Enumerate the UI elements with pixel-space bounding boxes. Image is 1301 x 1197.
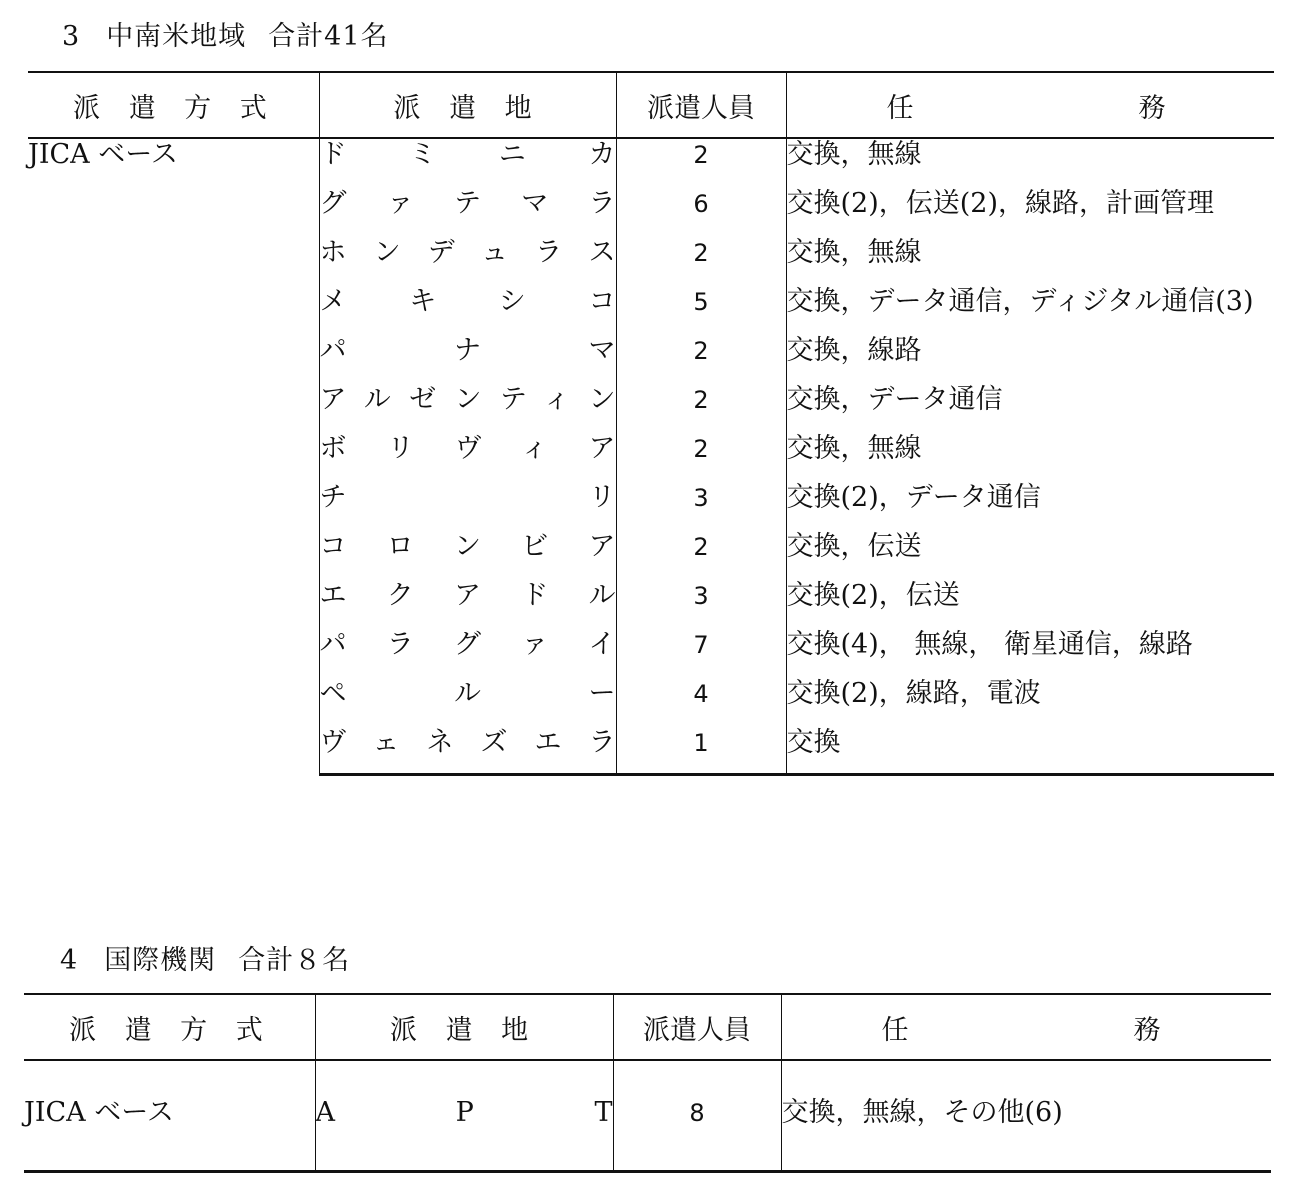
section4-region: 国際機関 — [104, 945, 217, 976]
header-duty: 任 務 — [786, 72, 1274, 138]
section4-number: 4 — [60, 945, 79, 976]
place-cell: アルゼンティン — [319, 367, 616, 416]
place-cell: ペルー — [319, 661, 616, 710]
place-cell: メキシコ — [319, 269, 616, 318]
people-cell: 7 — [616, 612, 786, 661]
header-method: 派 遣 方 式 — [28, 72, 319, 138]
header-method: 派 遣 方 式 — [24, 994, 315, 1060]
place-cell: チリ — [319, 465, 616, 514]
people-cell: 8 — [613, 1060, 781, 1172]
place-cell: パナマ — [319, 318, 616, 367]
people-cell: 2 — [616, 416, 786, 465]
place-cell: ボリヴィア — [319, 416, 616, 465]
people-cell: 6 — [616, 171, 786, 220]
people-cell: 3 — [616, 563, 786, 612]
duty-cell: 交換(2)，データ通信 — [786, 465, 1274, 514]
duty-cell: 交換，データ通信 — [786, 367, 1274, 416]
place-cell: ヴェネズエラ — [319, 710, 616, 775]
duty-cell: 交換，無線 — [786, 416, 1274, 465]
place-cell: コロンビア — [319, 514, 616, 563]
place-cell: ホンデュラス — [319, 220, 616, 269]
people-cell: 2 — [616, 514, 786, 563]
place-cell: パラグァイ — [319, 612, 616, 661]
section3-table — [28, 71, 1274, 776]
people-cell: 3 — [616, 465, 786, 514]
duty-cell: 交換(2)，線路，電波 — [786, 661, 1274, 710]
place-cell: ドミニカ — [319, 139, 616, 170]
section4-table — [24, 993, 1271, 1173]
header-place: 派 遣 地 — [319, 72, 616, 138]
duty-cell: 交換(2)，伝送(2)，線路，計画管理 — [786, 171, 1274, 220]
section3-number: 3 — [62, 21, 81, 52]
people-cell: 4 — [616, 661, 786, 710]
duty-cell: 交換，無線 — [786, 220, 1274, 269]
duty-cell: 交換，線路 — [786, 318, 1274, 367]
people-cell: 5 — [616, 269, 786, 318]
duty-cell: 交換，伝送 — [786, 514, 1274, 563]
section4-total: 合計８名 — [238, 945, 351, 976]
header-people: 派遣人員 — [613, 994, 781, 1060]
duty-cell: 交換 — [786, 710, 1274, 775]
header-people: 派遣人員 — [616, 72, 786, 138]
method-cell: JICA ベース — [24, 1060, 315, 1172]
method-cell: JICA ベース — [28, 139, 178, 170]
header-duty: 任 務 — [781, 994, 1271, 1060]
duty-cell: 交換，無線 — [786, 138, 1274, 171]
header-place: 派 遣 地 — [315, 994, 613, 1060]
duty-cell: 交換，無線，その他(6) — [781, 1060, 1271, 1172]
duty-cell: 交換(4)， 無線， 衛星通信，線路 — [786, 612, 1274, 661]
people-cell: 2 — [616, 138, 786, 171]
place-cell: A P T — [315, 1060, 613, 1172]
section4-title — [60, 938, 350, 977]
people-cell: 2 — [616, 318, 786, 367]
people-cell: 2 — [616, 220, 786, 269]
people-cell: 1 — [616, 710, 786, 775]
place-cell: エクアドル — [319, 563, 616, 612]
place-cell: グァテマラ — [319, 171, 616, 220]
duty-cell: 交換，データ通信，ディジタル通信(3) — [786, 269, 1274, 318]
section3-region: 中南米地域 — [106, 21, 247, 52]
table-row — [24, 1060, 1271, 1172]
section3-total: 合計41名 — [268, 21, 389, 52]
people-cell: 2 — [616, 367, 786, 416]
duty-cell: 交換(2)，伝送 — [786, 563, 1274, 612]
section3-title — [62, 14, 389, 53]
table-row — [28, 138, 1274, 171]
